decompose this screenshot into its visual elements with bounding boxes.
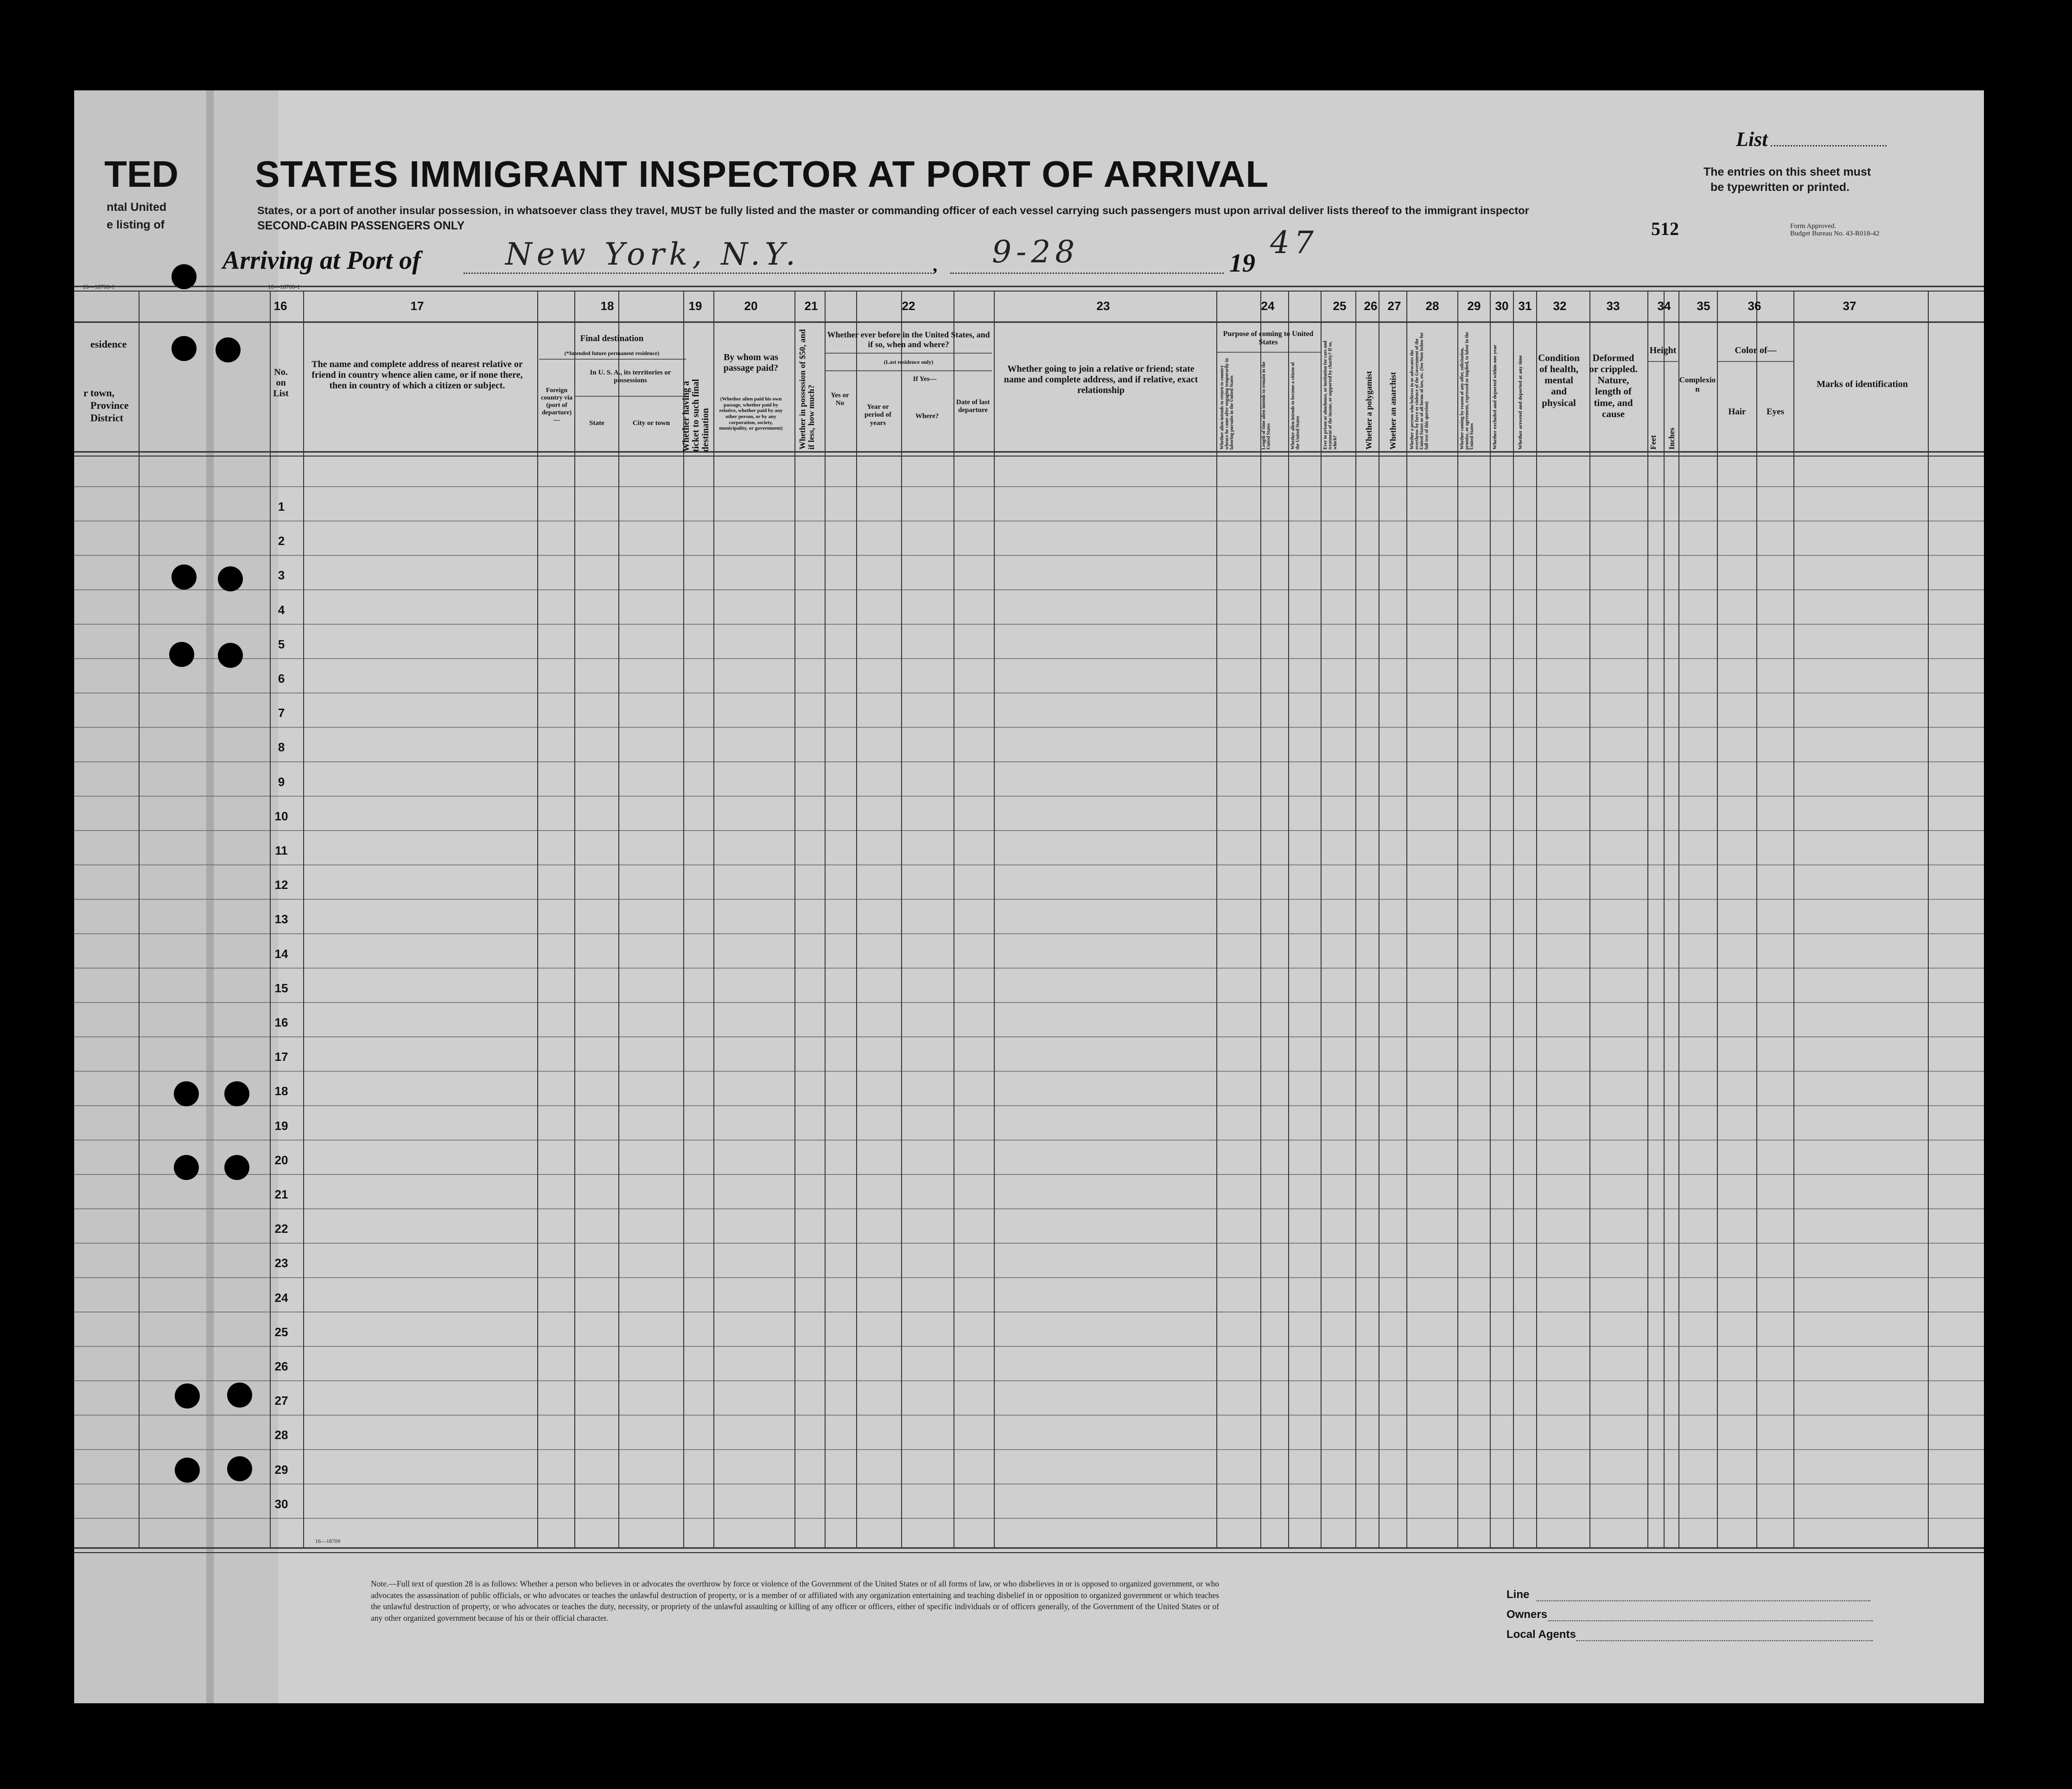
- arriving-label: Arriving at Port of: [222, 246, 421, 275]
- hdr-intends-return: Whether alien intends to return to country whence he came after engaging temporarily in laboring pursuits in the United States: [1220, 358, 1234, 450]
- hdr-foreign-country: Foreign country via (port of departure)—: [540, 387, 573, 424]
- col-num-16: 16: [273, 299, 287, 313]
- instruction-line: States, or a port of another insular possession, in whatsoever class they travel, MUST be fully listed and the master or commanding officer of each vessel carrying such passengers must upon arrival deliver lists thereof to the immigrant inspector: [257, 204, 1529, 216]
- list-note-2: be typewritten or printed.: [1710, 181, 1850, 194]
- col-num-18: 18: [600, 299, 614, 313]
- punch-hole: [172, 565, 197, 590]
- sig-owners-field[interactable]: [1548, 1620, 1873, 1621]
- hdr-offer-labor: Whether coming by reason of any offer, solicitation, promise, or agreement, expressed or implied, to labor in the United States: [1460, 332, 1475, 450]
- hdr-passage-note: (Whether alien paid his own passage, whether paid by relative, whether paid by any other person, or by any corporation, society, municipality, or government): [719, 396, 783, 431]
- punch-hole: [175, 1383, 200, 1408]
- col-num-19: 19: [688, 299, 702, 313]
- hdr-fifty-dollars: Whether in possession of $50, and if less, how much?: [798, 329, 816, 450]
- row-number: 5: [278, 637, 285, 651]
- col-num-26: 26: [1364, 299, 1378, 313]
- hdr-height: Height: [1649, 345, 1677, 355]
- row-number: 29: [274, 1462, 288, 1477]
- col-num-37: 37: [1843, 299, 1856, 313]
- hdr-yes-no: Yes or No: [831, 392, 849, 407]
- row-number: 11: [275, 844, 288, 857]
- hdr-arrested: Whether arrested and deported at any time: [1518, 355, 1523, 450]
- col-num-27: 27: [1387, 299, 1401, 313]
- col-num-24: 24: [1261, 299, 1275, 313]
- row-number: 24: [274, 1290, 288, 1305]
- sig-agents-label: Local Agents: [1506, 1628, 1576, 1641]
- hdr-where: Where?: [915, 412, 939, 420]
- row-number: 15: [274, 981, 288, 995]
- budget-bureau: Budget Bureau No. 43-R018-42: [1790, 230, 1880, 237]
- col-num-33: 33: [1606, 299, 1620, 313]
- year-prefix: 19: [1229, 249, 1255, 278]
- sig-agents-field[interactable]: [1576, 1640, 1873, 1641]
- hdr-state: State: [589, 419, 604, 427]
- sig-owners-label: Owners: [1506, 1608, 1548, 1621]
- hdr-anarchist: Whether an anarchist: [1388, 372, 1398, 450]
- col-num-34: 34: [1657, 299, 1671, 313]
- hdr-marks-identification: Marks of identification: [1817, 379, 1908, 389]
- col-num-36: 36: [1748, 299, 1761, 313]
- row-number: 17: [274, 1050, 288, 1064]
- hdr-relative-address: The name and complete address of nearest relative or friend in country whence alien came, or if none there, then in country of which a citizen or subject.: [311, 359, 523, 391]
- comma-sep: ,: [933, 254, 937, 275]
- hdr-final-destination: Final destination: [580, 334, 644, 343]
- punch-hole: [224, 1081, 249, 1106]
- row-number: 8: [278, 740, 285, 755]
- sig-line-field[interactable]: [1537, 1600, 1870, 1601]
- column-lines: [139, 291, 1928, 1548]
- col-num-17: 17: [410, 299, 424, 313]
- sig-line-label: Line: [1506, 1588, 1530, 1601]
- punch-hole: [216, 337, 241, 362]
- row-number: 4: [278, 603, 285, 617]
- sheet-number: 512: [1651, 218, 1679, 239]
- hdr-no-on-list: No. on List: [273, 367, 289, 399]
- hdr-ever-before-note: (Last residence only): [883, 359, 934, 365]
- row-number: 13: [274, 912, 288, 926]
- hdr-excluded: Whether excluded and deported within one year: [1492, 344, 1498, 450]
- hdr-prison: Ever in prison or almshouse, or institution for care and treatment of the insane, or supported by charity? If so, which?: [1323, 341, 1338, 450]
- punch-hole: [172, 336, 197, 361]
- question-28-note: Note.—Full text of question 28 is as follows: Whether a person who believes in or advocates the overthrow by force or violence of the Government of the United States or of all forms of law, or who disbelieves in or is opposed to organized government, or who advocates the assassination of public officials, or who advocates or teaches the unlawful destruction of property, or is a member of or affiliated with any organization entertaining and teaching disbelief in or opposition to organized government or which teaches the unlawful destruction of property, or who advocates or teaches the duty, necessity, or propriety of the unlawful assaulting or killing of any officer or officers, either of specific individuals or of officers generally, of the Government of the United States or of any other organized government because of his or their official character.: [371, 1579, 1219, 1623]
- form-code-mid: 16—18700-1: [268, 283, 300, 290]
- col-num-22: 22: [902, 299, 915, 313]
- punch-hole: [172, 264, 197, 289]
- hdr-eyes: Eyes: [1767, 407, 1784, 417]
- hdr-year-period: Year or period of years: [864, 403, 891, 427]
- left-title-fragment: TED: [104, 153, 178, 195]
- row-number: 7: [278, 706, 285, 720]
- hdr-usa-territories: In U. S. A., its territories or possessions: [590, 369, 671, 385]
- row-number: 18: [274, 1084, 288, 1098]
- row-number: 22: [274, 1222, 288, 1236]
- left-line-1: ntal United: [107, 201, 167, 214]
- hdr-ever-before: Whether ever before in the United States, and if so, when and where?: [827, 330, 990, 349]
- left-town: r town,: [83, 387, 114, 399]
- port-value: New York, N.Y.: [505, 236, 800, 272]
- hdr-final-destination-note: (*Intended future permanent residence): [564, 350, 660, 356]
- row-number: 19: [274, 1118, 288, 1133]
- row-number: 25: [274, 1325, 288, 1339]
- list-note-1: The entries on this sheet must: [1703, 165, 1871, 178]
- hdr-polygamist: Whether a polygamist: [1364, 371, 1373, 450]
- hdr-ticket: Whether having a ticket to such final destination: [681, 379, 711, 452]
- row-number: 16: [274, 1015, 288, 1029]
- hdr-if-yes: If Yes—: [913, 375, 937, 383]
- hdr-passage-paid: By whom was passage paid?: [723, 352, 779, 373]
- hdr-join-relative: Whether going to join a relative or friend; state name and complete address, and if relative, exact relationship: [1004, 364, 1198, 395]
- row-number: 23: [274, 1256, 288, 1270]
- row-number: 27: [274, 1394, 288, 1408]
- date-value: 9-28: [992, 234, 1080, 270]
- row-number: 26: [274, 1359, 288, 1373]
- hdr-deformed: Deformed or crippled. Nature, length of time, and cause: [1589, 352, 1638, 419]
- col-num-35: 35: [1697, 299, 1710, 313]
- hdr-condition-health: Condition of health, mental and physical: [1538, 352, 1580, 408]
- col-num-20: 20: [744, 299, 758, 313]
- col-num-30: 30: [1495, 299, 1509, 313]
- form-code-bottom: 16—18709: [315, 1538, 340, 1544]
- row-number: 28: [274, 1428, 288, 1442]
- punch-hole: [169, 642, 194, 667]
- punch-hole: [175, 1458, 200, 1483]
- left-district: District: [90, 412, 123, 424]
- form-code-left: 16—18700-1: [83, 283, 115, 290]
- hdr-hair: Hair: [1728, 407, 1746, 417]
- row-number: 30: [274, 1497, 288, 1511]
- row-number: 2: [278, 534, 285, 548]
- punch-hole: [218, 643, 243, 668]
- list-label: List: [1736, 128, 1768, 151]
- col-num-21: 21: [804, 299, 818, 313]
- punch-hole: [224, 1155, 249, 1180]
- punch-hole: [218, 566, 243, 591]
- form-approved: Form Approved.: [1790, 222, 1837, 230]
- row-number: 20: [274, 1153, 288, 1167]
- col-num-29: 29: [1467, 299, 1481, 313]
- col-num-23: 23: [1096, 299, 1110, 313]
- cabin-class: SECOND-CABIN PASSENGERS ONLY: [257, 219, 465, 232]
- hdr-purpose: Purpose of coming to United States: [1223, 330, 1314, 347]
- hdr-become-citizen: Whether alien intends to become a citizen of the United States: [1290, 362, 1301, 450]
- hdr-color-of: Color of—: [1735, 345, 1777, 355]
- hdr-inches: Inches: [1667, 427, 1676, 450]
- hdr-feet: Feet: [1649, 435, 1658, 450]
- row-number: 12: [274, 878, 288, 892]
- row-number: 10: [274, 809, 288, 823]
- left-line-2: e listing of: [107, 218, 165, 231]
- row-number: 3: [278, 568, 285, 583]
- left-province: Province: [90, 400, 129, 411]
- col-num-25: 25: [1333, 299, 1347, 313]
- punch-hole: [174, 1081, 199, 1106]
- col-num-32: 32: [1553, 299, 1567, 313]
- hdr-length-stay: Length of time alien intends to remain in the United States: [1261, 362, 1271, 450]
- form-title: STATES IMMIGRANT INSPECTOR AT PORT OF ARRIVAL: [255, 153, 1269, 195]
- punch-hole: [227, 1456, 252, 1481]
- row-lines: [74, 487, 1984, 1518]
- hdr-city: City or town: [632, 419, 670, 427]
- row-number: 14: [274, 946, 288, 961]
- hdr-overthrow: Whether a person who believes in or advocates the overthrow by force or violence of the Government of the United States or of all forms of law, etc. (See Note below for full text of this question): [1410, 332, 1430, 450]
- row-number: 1: [278, 500, 285, 514]
- row-number: 6: [278, 672, 285, 685]
- col-num-31: 31: [1518, 299, 1532, 313]
- row-number: 21: [274, 1187, 288, 1201]
- hdr-complexion: Complexion: [1679, 375, 1716, 393]
- left-residence: esidence: [90, 338, 127, 350]
- row-number: 9: [278, 774, 285, 789]
- punch-hole: [174, 1155, 199, 1180]
- punch-hole: [227, 1383, 252, 1408]
- year-suffix: 47: [1270, 225, 1318, 260]
- hdr-last-departure: Date of last departure: [956, 399, 990, 414]
- col-num-28: 28: [1425, 299, 1439, 313]
